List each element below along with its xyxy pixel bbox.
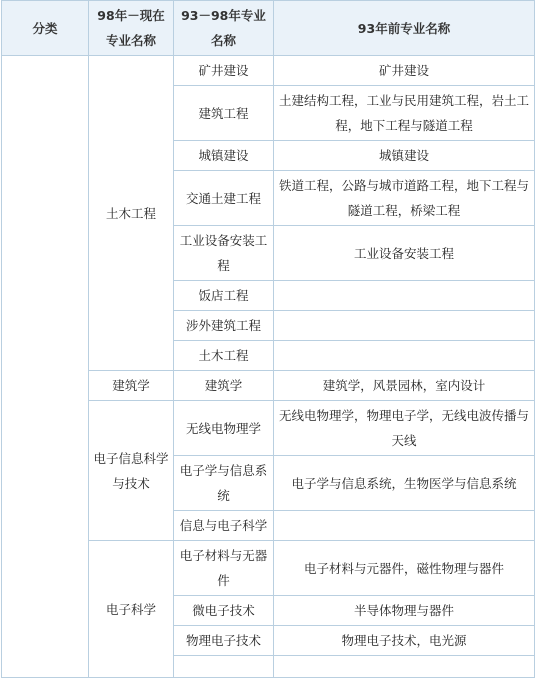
major-93-98-cell: 矿井建设 (174, 56, 274, 86)
major-93-98-cell: 土木工程 (174, 341, 274, 371)
major-pre-93-cell: 半导体物理与器件 (274, 596, 535, 626)
major-pre-93-cell (274, 656, 535, 678)
major-pre-93-cell: 无线电物理学，物理电子学，无线电波传播与天线 (274, 401, 535, 456)
major-93-98-cell: 建筑工程 (174, 86, 274, 141)
major-pre-93-cell: 建筑学，风景园林，室内设计 (274, 371, 535, 401)
major-93-98-cell: 城镇建设 (174, 141, 274, 171)
major-93-98-cell: 物理电子技术 (174, 626, 274, 656)
major-93-98-cell: 涉外建筑工程 (174, 311, 274, 341)
major-pre-93-cell (274, 311, 535, 341)
major-93-98-cell: 电子材料与无器件 (174, 541, 274, 596)
major-98-now-cell: 建筑学 (89, 371, 174, 401)
major-name-table (1, 0, 535, 678)
major-pre-93-cell: 土建结构工程，工业与民用建筑工程，岩土工程，地下工程与隧道工程 (274, 86, 535, 141)
major-93-98-cell: 电子学与信息系统 (174, 456, 274, 511)
major-pre-93-cell (274, 341, 535, 371)
major-93-98-cell: 建筑学 (174, 371, 274, 401)
major-pre-93-cell: 电子材料与元器件，磁性物理与器件 (274, 541, 535, 596)
major-98-now-cell: 电子科学 (89, 541, 174, 678)
major-pre-93-cell: 电子学与信息系统，生物医学与信息系统 (274, 456, 535, 511)
major-pre-93-cell (274, 281, 535, 311)
category-cell (2, 56, 89, 678)
major-pre-93-cell: 物理电子技术，电光源 (274, 626, 535, 656)
major-93-98-cell (174, 656, 274, 678)
major-pre-93-cell: 城镇建设 (274, 141, 535, 171)
major-pre-93-cell: 工业设备安装工程 (274, 226, 535, 281)
major-98-now-cell: 电子信息科学与技术 (89, 401, 174, 541)
table-row (2, 56, 535, 86)
major-pre-93-cell: 铁道工程，公路与城市道路工程，地下工程与隧道工程，桥梁工程 (274, 171, 535, 226)
major-98-now-cell: 土木工程 (89, 56, 174, 371)
major-pre-93-cell: 矿井建设 (274, 56, 535, 86)
major-93-98-cell: 无线电物理学 (174, 401, 274, 456)
major-93-98-cell: 交通土建工程 (174, 171, 274, 226)
table-header-row (2, 1, 535, 56)
major-93-98-cell: 饭店工程 (174, 281, 274, 311)
major-pre-93-cell (274, 511, 535, 541)
major-93-98-cell: 信息与电子科学 (174, 511, 274, 541)
header-category: 分类 (2, 1, 89, 56)
header-major-98-now: 98年－现在专业名称 (89, 1, 174, 56)
header-major-93-98: 93－98年专业名称 (174, 1, 274, 56)
major-93-98-cell: 工业设备安装工程 (174, 226, 274, 281)
major-93-98-cell: 微电子技术 (174, 596, 274, 626)
header-major-pre-93: 93年前专业名称 (274, 1, 535, 56)
